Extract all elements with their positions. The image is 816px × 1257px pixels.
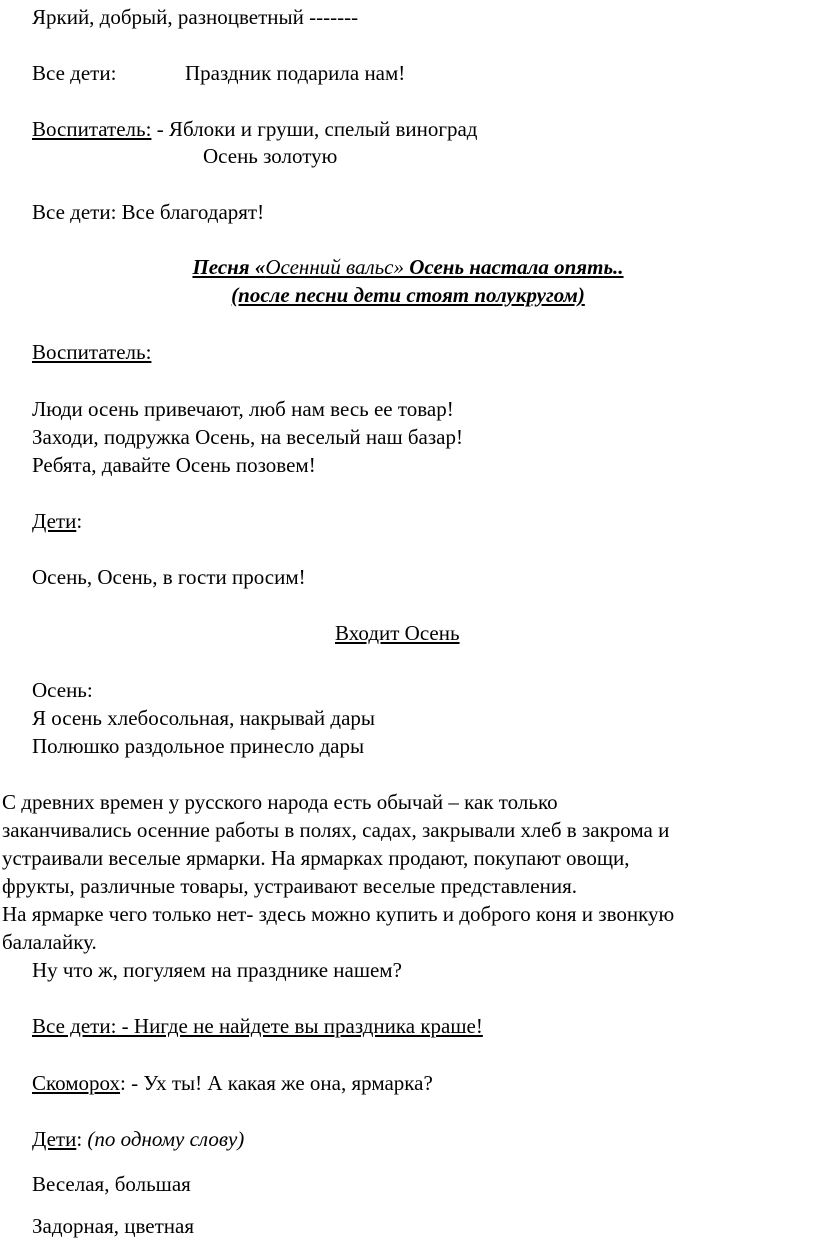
dialogue-text: - Яблоки и груши, спелый виноград (151, 117, 478, 141)
paragraph-line: балалайку. (2, 930, 97, 954)
speaker: Скоморох (32, 1071, 121, 1095)
dialogue-line (32, 60, 116, 86)
verse-line: Заходи, подружка Осень, на веселый наш базар! (32, 425, 463, 449)
paragraph-line: Ну что ж, погуляем на празднике нашем? (32, 958, 402, 982)
speaker: Воспитатель: (32, 340, 152, 364)
speaker: Дети (32, 1127, 77, 1151)
verse-line: Полюшко раздольное принесло дары (32, 734, 365, 758)
speaker: Воспитатель: (32, 117, 152, 141)
song-subtitle: Осень настала опять.. (404, 255, 624, 279)
colon: : (76, 509, 83, 533)
paragraph-line: устраивали веселые ярмарки. На ярмарках продают, покупают овощи, (2, 846, 630, 870)
speaker: Дети (32, 509, 77, 533)
paragraph-line: С древних времен у русского народа есть обычай – как только (2, 790, 558, 814)
song-title: Осенний вальс» (265, 255, 404, 279)
stage-note: (по одному слову) (87, 1127, 245, 1151)
speaker: Осень: (32, 678, 93, 702)
verse-line: Осень, Осень, в гости просим! (32, 565, 306, 589)
text-line: Осень золотую (203, 144, 338, 168)
dialogue-line: Все дети: - Нигде не найдете вы праздника краше! (32, 1014, 483, 1038)
verse-line: Задорная, цветная (32, 1214, 194, 1238)
dialogue-text: : - Ух ты! А какая же она, ярмарка? (120, 1071, 433, 1095)
dialogue-line (32, 508, 82, 534)
dialogue-text: Праздник подарила нам! (185, 61, 406, 85)
dialogue-line (32, 116, 477, 142)
text-line: Яркий, добрый, разноцветный ------- (32, 5, 359, 29)
paragraph-line: фрукты, различные товары, устраивают веселые представления. (2, 874, 577, 898)
stage-direction: Входит Осень (335, 621, 460, 645)
verse-line: Веселая, большая (32, 1172, 191, 1196)
text-line: Все дети: Все благодарят! (32, 200, 265, 224)
song-label: Песня « (192, 255, 266, 279)
speaker: Все дети: (32, 61, 117, 85)
verse-line: Я осень хлебосольная, накрывай дары (32, 706, 376, 730)
dialogue-line (32, 1126, 244, 1152)
song-note: (после песни дети стоят полукругом) (231, 283, 585, 307)
colon: : (76, 1127, 88, 1151)
verse-line: Ребята, давайте Осень позовем! (32, 453, 316, 477)
song-heading (0, 254, 816, 280)
paragraph-line: заканчивались осенние работы в полях, садах, закрывали хлеб в закрома и (2, 818, 670, 842)
verse-line: Люди осень привечают, люб нам весь ее товар! (32, 397, 454, 421)
dialogue-line (32, 1070, 433, 1096)
paragraph-line: На ярмарке чего только нет- здесь можно купить и доброго коня и звонкую (2, 902, 675, 926)
